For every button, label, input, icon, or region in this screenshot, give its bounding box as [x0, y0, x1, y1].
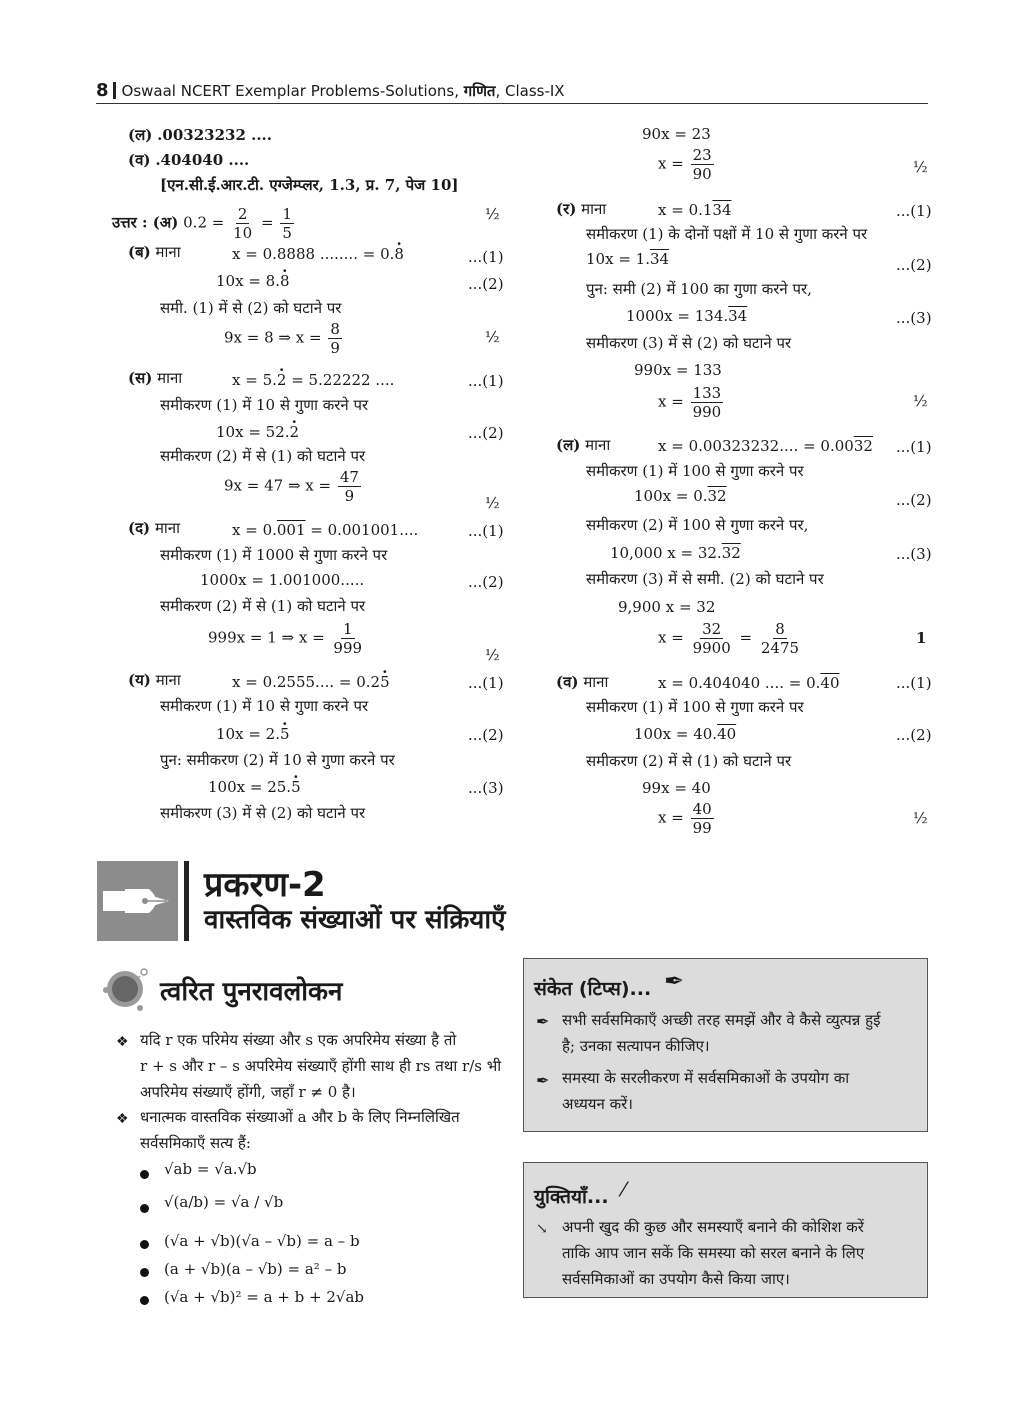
equation: 10x = 8.· 8: [216, 271, 290, 291]
identity-1: √ab = √a.√b: [164, 1160, 257, 1178]
equation: x = 0.134: [658, 201, 732, 219]
wand-bullet-icon: ↘: [536, 1221, 548, 1237]
eq-ref: ...(2): [896, 726, 932, 744]
eq-ref: ...(1): [468, 372, 504, 390]
eq-ref: ...(1): [896, 202, 932, 220]
equation: 10,000 x = 32.32: [610, 544, 741, 562]
section-title: प्रकरण-2: [204, 865, 326, 905]
diamond-bullet-icon: ❖: [116, 1111, 129, 1127]
subject-name: गणित: [463, 82, 496, 100]
eq-ref: ...(2): [896, 491, 932, 509]
eq-ref: ...(3): [468, 779, 504, 797]
step-text: समीकरण (3) में से (2) को घटाने पर: [160, 804, 366, 822]
tip-2: समस्या के सरलीकरण में सर्वसमिकाओं के उपयोग का अध्ययन करें।: [562, 1069, 850, 1113]
answer-d-line1: (द) माना: [128, 519, 181, 537]
diamond-bullet-icon: ❖: [116, 1034, 129, 1050]
step-text: समी. (1) में से (2) को घटाने पर: [160, 299, 342, 317]
question-va: (व) .404040 ....: [128, 151, 250, 169]
marks: ½: [913, 392, 928, 410]
identity-5: (√a + √b)² = a + b + 2√ab: [164, 1288, 364, 1306]
running-header: [96, 80, 928, 104]
answer-y-line1: (य) माना: [128, 671, 181, 689]
pen-bullet-icon: ✒: [536, 1071, 550, 1090]
step-text: पुन: समीकरण (2) में 10 से गुणा करने पर: [160, 751, 395, 769]
equation: 1000x = 134.34: [626, 307, 748, 325]
step-text: समीकरण (1) में 1000 से गुणा करने पर: [160, 546, 388, 564]
equation: x = $\frac{40}{99}$: [658, 800, 712, 837]
marks: ½: [485, 205, 500, 223]
marks: ½: [485, 646, 500, 664]
step-text: समीकरण (3) में से समी. (2) को घटाने पर: [586, 570, 824, 588]
trick-1: अपनी खुद की कुछ और समस्याएँ बनाने की कोशिश करें ताकि आप जान सकें कि समस्या को सरल बनाने के लिए सर्वसमिकाओं का उपयोग कैसे किया जाए।: [562, 1218, 865, 1288]
tips-title: संकेत (टिप्स)...: [534, 978, 652, 1000]
equation: 9x = 8 ⇒ x = $\frac{8}{9}$: [224, 320, 340, 357]
equation: 990x = 133: [634, 361, 722, 379]
magic-wand-icon: ⁄: [622, 1177, 626, 1201]
answer-s-line1: (स) माना: [128, 369, 183, 387]
tricks-title: युक्तियाँ...: [534, 1186, 609, 1208]
equation: 100x = 0.32: [634, 487, 727, 505]
equation: 90x = 23: [642, 125, 711, 143]
equation: 10x = 52.· 2: [216, 422, 299, 442]
equation: x = 0.8888 ........ = 0.· 8: [232, 244, 404, 264]
eq-ref: ...(2): [468, 424, 504, 442]
equation: x = $\frac{133}{990}$: [658, 384, 722, 421]
eq-ref: ...(2): [468, 726, 504, 744]
question-la: (ल) .00323232 ....: [128, 126, 272, 144]
equation: 9,900 x = 32: [618, 598, 716, 616]
book-title: Oswaal NCERT Exemplar Problems-Solutions,: [121, 82, 464, 100]
tips-box: [523, 958, 928, 1132]
marks: 1: [916, 629, 927, 647]
step-text: समीकरण (3) में से (2) को घटाने पर: [586, 334, 792, 352]
section-subtitle: वास्तविक संख्याओं पर संक्रियाएँ: [204, 905, 506, 935]
eq-ref: ...(1): [468, 248, 504, 266]
eq-ref: ...(1): [468, 522, 504, 540]
bullet-dot-icon: [140, 1170, 149, 1179]
equation: x = 0.2555.... = 0.2· 5: [232, 672, 390, 692]
review-point-2: धनात्मक वास्तविक संख्याओं a और b के लिए निम्नलिखित सर्वसमिकाएँ सत्य हैं:: [140, 1108, 460, 1152]
eq-ref: ...(1): [896, 438, 932, 456]
equation: x = 0.404040 .... = 0.40: [658, 674, 840, 692]
step-text: समीकरण (1) में 100 से गुणा करने पर: [586, 698, 804, 716]
equation: 10x = 2.· 5: [216, 724, 290, 744]
eq-ref: ...(3): [896, 545, 932, 563]
tip-1: सभी सर्वसमिकाएँ अच्छी तरह समझें और वे कैसे व्युत्पन्न हुई है; उनका सत्यापन कीजिए।: [562, 1011, 881, 1055]
page-number: 8: [96, 80, 109, 101]
equation: x = $\frac{32}{9900}$ = $\frac{8}{2475}$: [658, 620, 800, 657]
bullet-dot-icon: [140, 1240, 149, 1249]
answer-v-line1: (व) माना: [556, 673, 609, 691]
tricks-box: [523, 1162, 928, 1298]
identity-4: (a + √b)(a – √b) = a² – b: [164, 1260, 347, 1278]
equation: 10x = 1.34: [586, 250, 670, 268]
step-text: समीकरण (2) में 100 से गुणा करने पर,: [586, 516, 809, 534]
marks: ½: [485, 328, 500, 346]
bullet-dot-icon: [140, 1296, 149, 1305]
exam-tools-logo-icon: [100, 964, 150, 1014]
identity-2: √(a/b) = √a / √b: [164, 1193, 284, 1211]
eq-ref: ...(2): [468, 275, 504, 293]
header-divider: [113, 82, 116, 99]
eq-ref: ...(3): [896, 309, 932, 327]
step-text: समीकरण (1) में 10 से गुणा करने पर: [160, 396, 369, 414]
step-text: समीकरण (1) में 100 से गुणा करने पर: [586, 462, 804, 480]
equation: x = $\frac{23}{90}$: [658, 146, 712, 183]
equation: 99x = 40: [642, 779, 711, 797]
answer-l-line1: (ल) माना: [556, 436, 611, 454]
step-text: समीकरण (2) में से (1) को घटाने पर: [586, 752, 792, 770]
fraction: $\frac{2}{10}$: [233, 205, 253, 242]
bullet-dot-icon: [140, 1204, 149, 1213]
eq-ref: ...(2): [896, 256, 932, 274]
reference: [एन.सी.ई.आर.टी. एग्जेम्प्लर, 1.3, प्र. 7, पेज 10]: [160, 176, 459, 194]
step-text: पुन: समी (2) में 100 का गुणा करने पर,: [586, 280, 812, 298]
step-text: समीकरण (2) में से (1) को घटाने पर: [160, 597, 366, 615]
identity-3: (√a + √b)(√a – √b) = a – b: [164, 1232, 360, 1250]
step-text: समीकरण (1) के दोनों पक्षों में 10 से गुणा करने पर: [586, 225, 868, 243]
eq-ref: ...(1): [468, 674, 504, 692]
answer-b-line1: (ब) माना: [128, 243, 181, 261]
marks: ½: [913, 158, 928, 176]
marks: ½: [485, 494, 500, 512]
equation: x = 5.· 2 = 5.22222 ....: [232, 370, 394, 390]
equation: 999x = 1 ⇒ x = $\frac{1}{999}$: [208, 620, 363, 657]
banner-divider: [184, 861, 189, 941]
bullet-dot-icon: [140, 1268, 149, 1277]
answer-a: उत्तर : (अ) 0.2 = $\frac{2}{10}$ = $\frac{1}{5}$: [112, 205, 292, 242]
equation: 1000x = 1.001000.....: [200, 571, 365, 589]
review-point-1: यदि r एक परिमेय संख्या और s एक अपरिमेय संख्या है तो r + s और r – s अपरिमेय संख्याएँ होंगी साथ ही rs तथा r/s भी अपरिमेय संख्याएँ होंगी, जहाँ r ≠ 0 है।: [140, 1031, 502, 1101]
equation: 100x = 25.· 5: [208, 777, 301, 797]
quick-review-title: त्वरित पुनरावलोकन: [160, 977, 343, 1007]
equation: 100x = 40.40: [634, 725, 737, 743]
pen-icon: ✒: [664, 967, 685, 995]
eq-ref: ...(1): [896, 674, 932, 692]
fraction: $\frac{1}{5}$: [282, 205, 292, 242]
eq-ref: ...(2): [468, 573, 504, 591]
answer-r-line1: (र) माना: [556, 200, 607, 218]
step-text: समीकरण (2) में से (1) को घटाने पर: [160, 447, 366, 465]
pen-bullet-icon: ✒: [536, 1012, 550, 1031]
equation: x = 0.001 = 0.001001....: [232, 521, 419, 539]
equation: 9x = 47 ⇒ x = $\frac{47}{9}$: [224, 468, 359, 505]
step-text: समीकरण (1) में 10 से गुणा करने पर: [160, 697, 369, 715]
pen-nib-icon: [97, 861, 178, 941]
marks: ½: [913, 809, 928, 827]
equation: x = 0.00323232.... = 0.0032: [658, 437, 873, 455]
class-name: , Class-IX: [495, 82, 565, 100]
